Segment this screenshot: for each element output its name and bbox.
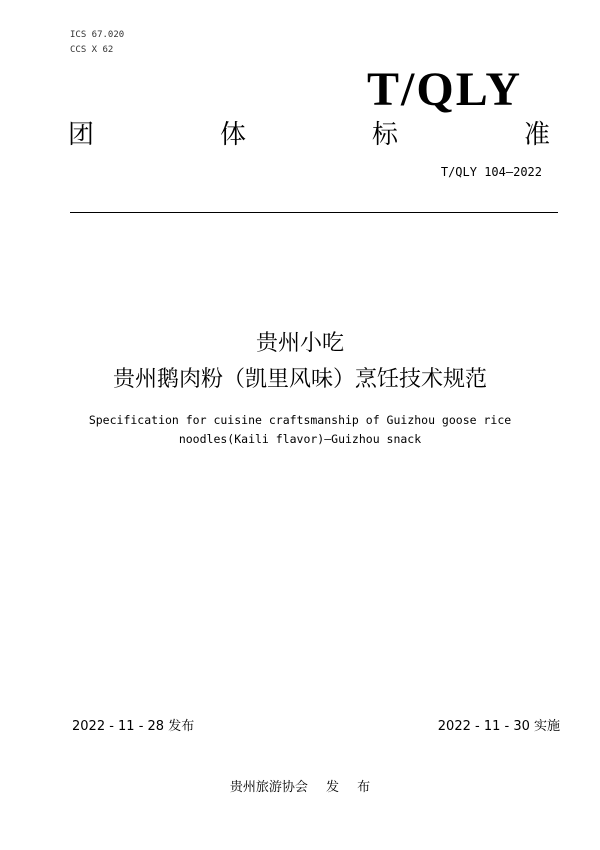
publish-date: 2022 - 11 - 28 发布 (72, 719, 195, 734)
standard-type-char: 准 (523, 120, 550, 150)
classification-codes (70, 28, 124, 58)
standard-type-char: 体 (219, 120, 246, 150)
document-title-line1: 贵州小吃 (255, 331, 344, 356)
standard-brand-logo: T/QLY (367, 63, 522, 116)
standard-type-char: 团 (68, 120, 95, 150)
ics-code: ICS 67.020 (70, 30, 125, 40)
ccs-code: CCS X 62 (70, 45, 114, 55)
english-title-line1: Specification for cuisine craftsmanship of Guizhou goose rice (88, 413, 512, 427)
standard-code: T/QLY 104—2022 (440, 165, 542, 179)
standard-type-char: 标 (371, 120, 398, 150)
header-divider (70, 212, 558, 213)
publisher: 贵州旅游协会 发 布 (229, 780, 371, 795)
standard-type-heading (68, 114, 550, 151)
document-title-line2: 贵州鹅肉粉（凯里风味）烹饪技术规范 (112, 367, 487, 392)
implement-date: 2022 - 11 - 30 实施 (437, 719, 560, 734)
english-title-line2: noodles(Kaili flavor)—Guizhou snack (178, 432, 422, 446)
